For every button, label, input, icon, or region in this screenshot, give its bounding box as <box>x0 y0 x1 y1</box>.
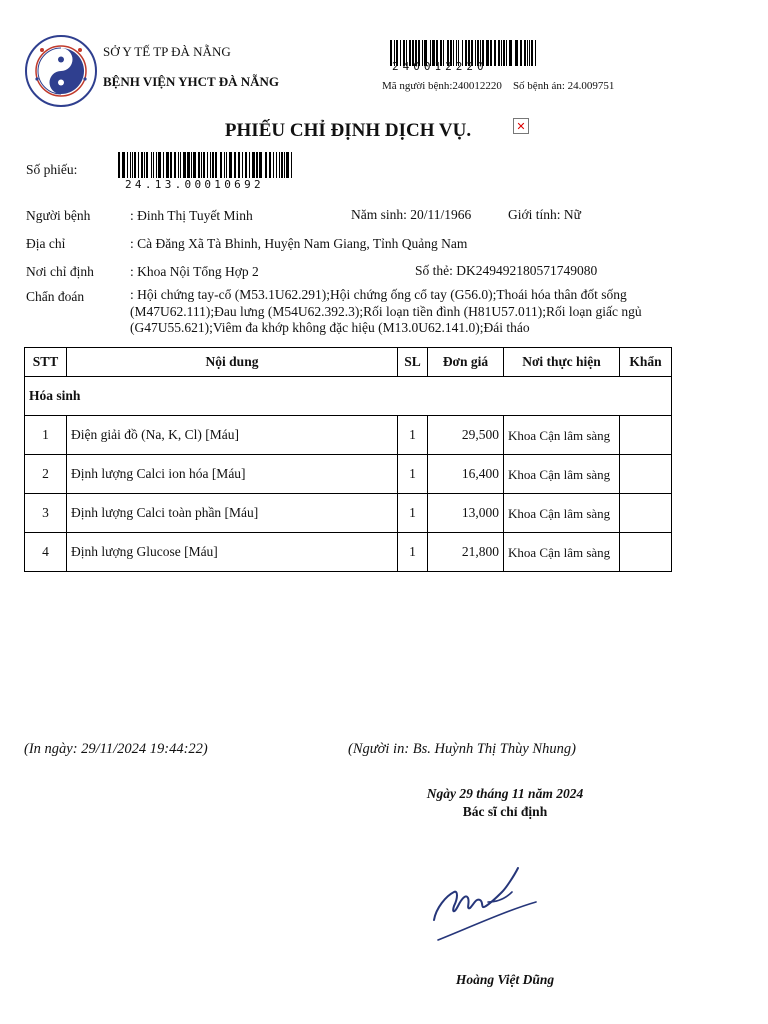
barcode-bar <box>187 152 190 178</box>
barcode-bar <box>524 40 526 66</box>
header-qty: SL <box>398 348 428 377</box>
doctor-role: Bác sĩ chỉ định <box>462 804 548 819</box>
row-content: Điện giải đồ (Na, K, Cl) [Máu] <box>67 416 398 455</box>
row-stt: 4 <box>25 533 67 572</box>
barcode-bar <box>180 152 181 178</box>
address-label: Địa chỉ <box>26 236 66 251</box>
row-price: 29,500 <box>428 416 504 455</box>
ticket-barcode-number: 24.13.00010692 <box>125 178 264 191</box>
barcode-bar <box>276 152 277 178</box>
barcode-bar <box>509 40 512 66</box>
barcode-bar <box>284 152 285 178</box>
insurance-card: Số thẻ: DK2494921805717490​80 <box>415 263 598 278</box>
barcode-bar <box>170 152 172 178</box>
row-price: 13,000 <box>428 494 504 533</box>
barcode-bar <box>229 152 232 178</box>
barcode-bar <box>212 152 214 178</box>
barcode-bar <box>531 40 533 66</box>
department: : Khoa Nội Tổng Hợp 2 <box>130 264 259 279</box>
diagnosis: : Hội chứng tay-cổ (M53.1U62.291);Hội chứng ống cổ tay (G56.0);Thoái hóa thân đốt sống (M47U62.111);Đau lưng (M54U62.392.3);Rối loạn tiền đình (H81U57.011);Rối loạn giấc ngủ (G47U55.621);Viêm đa khớp không đặc hiệu (M13.0U62.141.0);Đái tháo <box>130 287 642 335</box>
barcode-bar <box>203 152 205 178</box>
barcode-bar <box>515 40 518 66</box>
barcode-bar <box>498 40 500 66</box>
header-urgent: Khẩn <box>620 348 672 377</box>
services-table <box>24 347 672 572</box>
barcode-bar <box>494 40 496 66</box>
row-urgent <box>620 416 672 455</box>
barcode-bar <box>286 152 289 178</box>
barcode-bar <box>174 152 176 178</box>
diagnosis-label: Chẩn đoán <box>26 289 85 304</box>
barcode-bar <box>527 40 528 66</box>
barcode-bar <box>118 152 120 178</box>
barcode-bar <box>529 40 530 66</box>
group-name: Hóa sinh <box>25 377 672 416</box>
barcode-bar <box>245 152 247 178</box>
row-place: Khoa Cận lâm sàng <box>504 533 620 572</box>
barcode-bar <box>238 152 240 178</box>
row-place: Khoa Cận lâm sàng <box>504 494 620 533</box>
record-number: Số bệnh án: 24.009751 <box>512 80 615 92</box>
hospital-logo <box>24 34 98 108</box>
header-content: Nội dung <box>67 348 398 377</box>
barcode-bar <box>220 152 222 178</box>
table-row <box>25 416 672 455</box>
barcode-bar <box>256 152 258 178</box>
row-content: Định lượng Glucose [Máu] <box>67 533 398 572</box>
barcode-bar <box>259 152 262 178</box>
barcode-bar <box>122 152 125 178</box>
barcode-bar <box>156 152 157 178</box>
patient-name: : Đinh Thị Tuyết Minh <box>130 208 253 223</box>
birth-date: Năm sinh: 20/11/1966 <box>351 207 472 222</box>
barcode-bar <box>210 152 211 178</box>
printed-date: (In ngày: 29/11/2024 19:44:22) <box>24 741 208 757</box>
barcode-bar <box>520 40 522 66</box>
barcode-bar <box>291 152 292 178</box>
barcode-bar <box>265 152 267 178</box>
row-price: 16,400 <box>428 455 504 494</box>
row-urgent <box>620 455 672 494</box>
row-qty: 1 <box>398 416 428 455</box>
barcode-bar <box>146 152 148 178</box>
broken-image-icon: ✕ <box>513 118 529 134</box>
barcode-bar <box>501 40 502 66</box>
table-header-row <box>25 348 672 377</box>
barcode-bar <box>163 152 164 178</box>
barcode-bar <box>134 152 136 178</box>
barcode-bar <box>234 152 236 178</box>
row-content: Định lượng Calci toàn phần [Máu] <box>67 494 398 533</box>
row-stt: 3 <box>25 494 67 533</box>
barcode-bar <box>127 152 128 178</box>
address: : Cà Đăng Xã Tà Bhinh, Huyện Nam Giang, Tỉnh Quảng Nam <box>130 236 468 251</box>
barcode-bar <box>242 152 243 178</box>
barcode-bar <box>183 152 186 178</box>
table-row <box>25 494 672 533</box>
barcode-bar <box>158 152 161 178</box>
gender: Giới tính: Nữ <box>508 207 581 222</box>
barcode-bar <box>273 152 274 178</box>
barcode-bar <box>201 152 202 178</box>
ticket-label: Số phiếu: <box>26 162 78 177</box>
printed-by: (Người in: Bs. Huỳnh Thị Thùy Nhung) <box>348 741 576 757</box>
patient-ids <box>382 80 614 92</box>
barcode-bar <box>153 152 154 178</box>
row-qty: 1 <box>398 455 428 494</box>
barcode-bar <box>132 152 133 178</box>
barcode-bar <box>535 40 536 66</box>
row-stt: 2 <box>25 455 67 494</box>
barcode-bar <box>151 152 152 178</box>
barcode-bar <box>191 152 192 178</box>
barcode-bar <box>144 152 145 178</box>
patient-name-label: Người bệnh <box>26 208 91 223</box>
hospital-name: BỆNH VIỆN YHCT ĐÀ NẴNG <box>103 74 280 89</box>
barcode-bar <box>224 152 225 178</box>
barcode-bar <box>506 40 507 66</box>
row-qty: 1 <box>398 494 428 533</box>
barcode-bar <box>141 152 143 178</box>
barcode-bar <box>279 152 280 178</box>
barcode-bar <box>269 152 271 178</box>
table-row <box>25 533 672 572</box>
barcode-bar <box>198 152 200 178</box>
barcode-bar <box>178 152 179 178</box>
barcode-bar <box>252 152 255 178</box>
row-place: Khoa Cận lâm sàng <box>504 455 620 494</box>
barcode-bar <box>166 152 169 178</box>
barcode-bar <box>249 152 250 178</box>
header-place: Nơi thực hiện <box>504 348 620 377</box>
doctor-signature <box>428 862 540 942</box>
department-of-health: SỞ Y TẾ TP ĐÀ NẴNG <box>103 44 231 59</box>
barcode-bar <box>138 152 139 178</box>
row-stt: 1 <box>25 416 67 455</box>
header-stt: STT <box>25 348 67 377</box>
row-place: Khoa Cận lâm sàng <box>504 416 620 455</box>
patient-barcode-number: 240012220 <box>392 60 488 73</box>
row-urgent <box>620 494 672 533</box>
barcode-bar <box>226 152 227 178</box>
group-row <box>25 377 672 416</box>
barcode-bar <box>281 152 283 178</box>
barcode-bar <box>207 152 208 178</box>
barcode-bar <box>130 152 131 178</box>
page-title: PHIẾU CHỈ ĐỊNH DỊCH VỤ. <box>224 120 472 141</box>
sign-date: Ngày 29 tháng 11 năm 2024 <box>426 786 584 801</box>
row-urgent <box>620 533 672 572</box>
ticket-barcode <box>116 150 296 180</box>
row-qty: 1 <box>398 533 428 572</box>
row-price: 21,800 <box>428 533 504 572</box>
doctor-name: Hoàng Việt Dũng <box>455 972 555 987</box>
table-row <box>25 455 672 494</box>
header-price: Đơn giá <box>428 348 504 377</box>
barcode-bar <box>215 152 217 178</box>
patient-code: Mã người bệnh:240012220 <box>382 80 502 92</box>
barcode-bar <box>193 152 196 178</box>
barcode-bar <box>503 40 505 66</box>
department-label: Nơi chỉ định <box>26 264 94 279</box>
barcode-bar <box>490 40 492 66</box>
row-content: Định lượng Calci ion hóa [Máu] <box>67 455 398 494</box>
